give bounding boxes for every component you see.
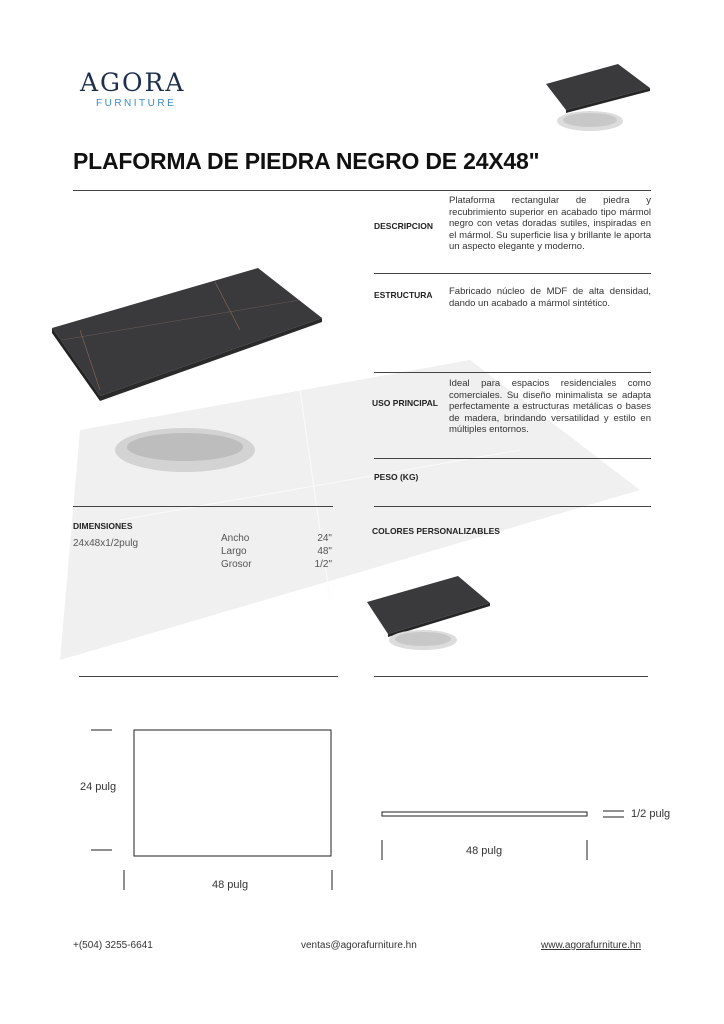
divider: [374, 273, 651, 274]
thumbnail-slab-top: [546, 64, 650, 131]
divider: [374, 506, 651, 507]
front-view-drawing: [91, 730, 332, 890]
dim-row-name: Grosor: [221, 559, 252, 570]
title-divider: [73, 190, 651, 191]
footer-phone: +(504) 3255-6641: [73, 940, 153, 951]
uso-text: Ideal para espacios residenciales como comerciales. Su diseño minimalista se adapta perfectamente a estructuras metálicas o bases de madera, brindando versatilidad y estilo en múltiples entornos.: [449, 378, 651, 435]
descripcion-label: DESCRIPCION: [374, 221, 434, 231]
uso-label: USO PRINCIPAL: [372, 398, 438, 408]
brand-logo: AGORA: [80, 68, 186, 97]
footer-website-link[interactable]: www.agorafurniture.hn: [541, 940, 642, 951]
front-width-label: 48 pulg: [212, 879, 249, 891]
dimensiones-summary: 24x48x1/2pulg: [73, 538, 139, 549]
colores-label: COLORES PERSONALIZABLES: [372, 526, 500, 536]
dim-row-value: 24": [317, 533, 332, 544]
dim-row-value: 48": [317, 546, 332, 557]
side-view-drawing: [382, 811, 624, 860]
side-width-label: 48 pulg: [466, 845, 503, 857]
estructura-text: Fabricado núcleo de MDF de alta densidad, dando un acabado a mármol sintético.: [449, 286, 651, 309]
footer-email[interactable]: ventas@agorafurniture.hn: [301, 940, 417, 951]
dim-row-value: 1/2": [314, 559, 332, 570]
divider: [374, 458, 651, 459]
divider: [73, 506, 333, 507]
divider: [374, 372, 651, 373]
page-title: PLAFORMA DE PIEDRA NEGRO DE 24X48": [73, 148, 540, 174]
thumbnail-slab-colors: [367, 576, 490, 650]
descripcion-text: Plataforma rectangular de piedra y recubrimiento superior en acabado tipo mármol negro con vetas doradas sutiles, inspiradas en el mármol. Su superficie lisa y brillante le aporta un aspecto elegante y moderno.: [449, 195, 651, 252]
brand-logo-sub: FURNITURE: [96, 98, 177, 109]
side-thickness-label: 1/2 pulg: [631, 808, 671, 820]
front-height-label: 24 pulg: [80, 781, 117, 793]
peso-label: PESO (KG): [374, 472, 419, 482]
dim-row-name: Ancho: [221, 533, 250, 544]
dim-row-name: Largo: [221, 546, 247, 557]
divider: [79, 676, 338, 677]
estructura-label: ESTRUCTURA: [374, 290, 433, 300]
dimensiones-label: DIMENSIONES: [73, 521, 133, 531]
divider: [374, 676, 648, 677]
